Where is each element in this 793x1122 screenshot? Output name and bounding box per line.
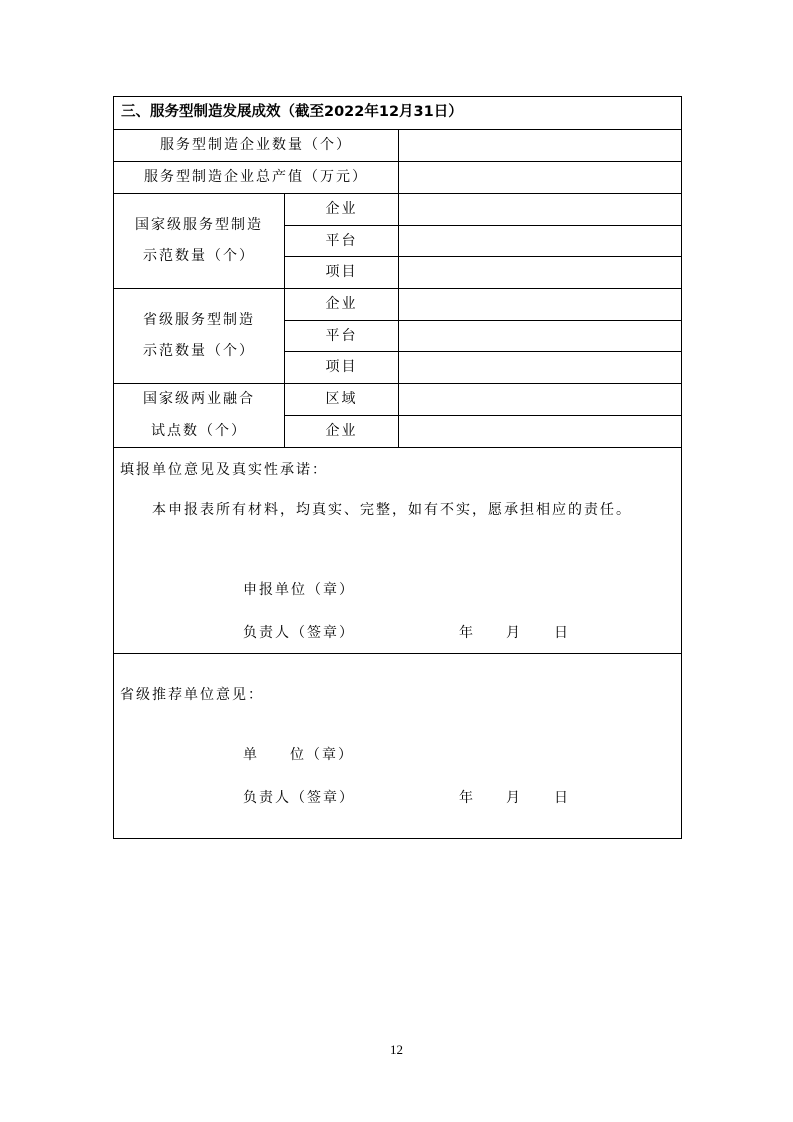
group-label-provincial-demo: 省级服务型制造 — [143, 312, 255, 328]
input-pilot-region[interactable] — [399, 384, 681, 415]
declaration-day: 日 — [554, 625, 570, 641]
declaration-month: 月 — [506, 625, 522, 641]
input-enterprise-output[interactable] — [399, 162, 681, 193]
group-label-national-demo-2: 示范数量（个） — [143, 248, 255, 264]
recommendation-signer: 负责人（签章） — [243, 790, 355, 806]
group-label-provincial-demo-2: 示范数量（个） — [143, 343, 255, 359]
group-label-national-demo: 国家级服务型制造 — [135, 217, 263, 233]
input-provincial-platform[interactable] — [399, 321, 681, 351]
recommendation-unit-seal-a: 单 — [243, 747, 259, 763]
sublabel-enterprise: 企业 — [325, 296, 358, 312]
input-national-platform[interactable] — [399, 226, 681, 256]
table-border-top — [113, 96, 682, 97]
input-enterprise-count[interactable] — [399, 130, 681, 161]
recommendation-unit-seal-b: 位（章） — [290, 747, 354, 763]
sublabel-platform: 平台 — [325, 328, 358, 344]
group-label-integration-pilot-2: 试点数（个） — [151, 423, 247, 439]
table-border-bottom — [113, 838, 682, 839]
sublabel-project: 项目 — [325, 264, 358, 280]
sublabel-project: 项目 — [325, 359, 358, 375]
col-divider-sub — [284, 193, 285, 448]
sublabel-enterprise: 企业 — [325, 423, 358, 439]
label-enterprise-output: 服务型制造企业总产值（万元） — [144, 169, 368, 185]
group-label-integration-pilot: 国家级两业融合 — [143, 391, 255, 407]
row-divider — [113, 653, 682, 654]
sublabel-region: 区域 — [325, 391, 358, 407]
recommendation-year: 年 — [459, 790, 475, 806]
input-pilot-enterprise[interactable] — [399, 416, 681, 447]
sublabel-platform: 平台 — [325, 233, 358, 249]
sublabel-enterprise: 企业 — [325, 201, 358, 217]
declaration-heading: 填报单位意见及真实性承诺： — [120, 462, 328, 478]
recommendation-heading: 省级推荐单位意见： — [120, 687, 264, 703]
declaration-unit-seal: 申报单位（章） — [243, 582, 355, 598]
table-border-left — [113, 96, 114, 839]
input-provincial-enterprise[interactable] — [399, 289, 681, 320]
input-national-project[interactable] — [399, 257, 681, 288]
input-national-enterprise[interactable] — [399, 194, 681, 225]
label-enterprise-count: 服务型制造企业数量（个） — [160, 137, 352, 153]
section-title: 三、服务型制造发展成效（截至2022年12月31日） — [121, 104, 463, 120]
table-border-right — [681, 96, 682, 839]
recommendation-month: 月 — [506, 790, 522, 806]
recommendation-day: 日 — [554, 790, 570, 806]
declaration-year: 年 — [459, 625, 475, 641]
declaration-statement: 本申报表所有材料，均真实、完整，如有不实，愿承担相应的责任。 — [152, 502, 632, 518]
page-number: 12 — [390, 1042, 403, 1057]
declaration-signer: 负责人（签章） — [243, 625, 355, 641]
input-provincial-project[interactable] — [399, 352, 681, 383]
